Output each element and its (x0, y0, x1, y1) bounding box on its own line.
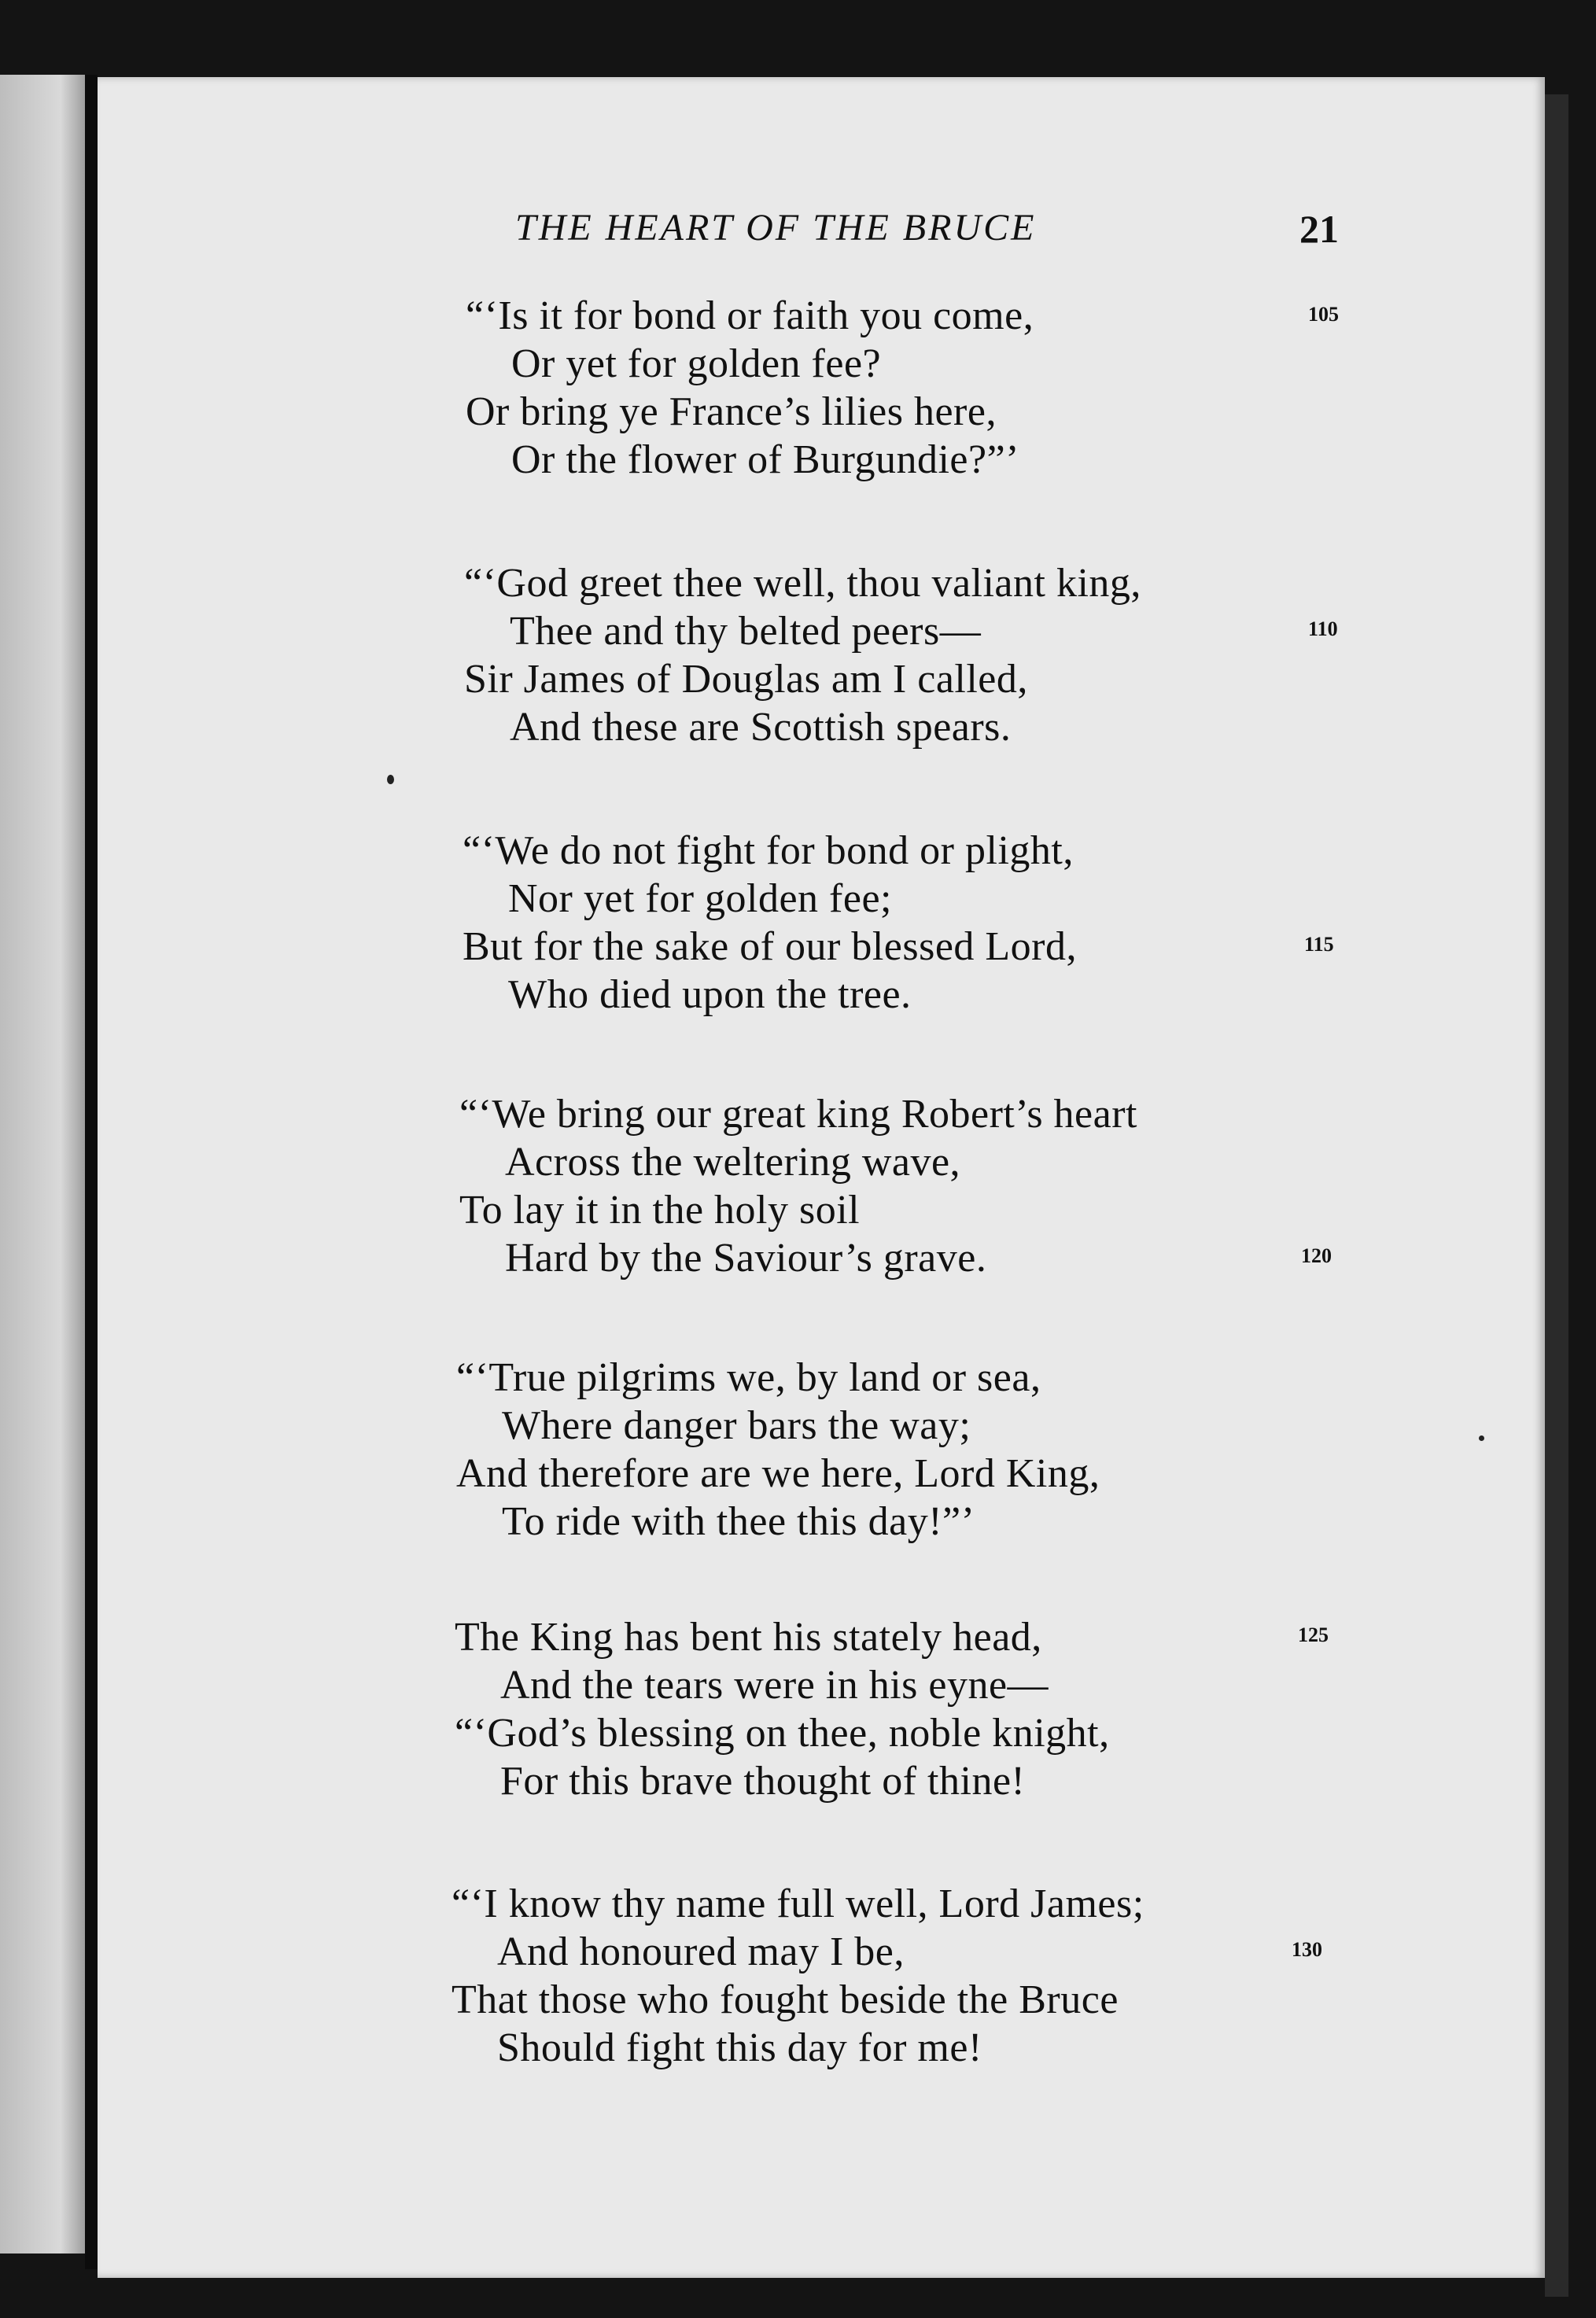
page-shadow (1545, 94, 1568, 2297)
poem-line: Across the weltering wave, (505, 1140, 961, 1185)
poem-line: Thee and thy belted peers— (510, 609, 982, 654)
poem-line: And the tears were in his eyne— (500, 1663, 1049, 1708)
poem-line: Hard by the Saviour’s grave. (505, 1236, 987, 1281)
poem-line: Or yet for golden fee? (511, 341, 882, 386)
poem-line: Where danger bars the way; (502, 1403, 971, 1448)
line-number: 115 (1304, 933, 1334, 956)
poem-line: “‘We bring our great king Robert’s heart (459, 1092, 1137, 1137)
line-number: 120 (1301, 1244, 1332, 1267)
poem-line: Sir James of Douglas am I called, (464, 657, 1028, 702)
book-gutter (85, 75, 98, 2269)
poem-line: “‘Is it for bond or faith you come, (466, 293, 1034, 338)
poem-line: Nor yet for golden fee; (508, 876, 892, 921)
poem-line: To lay it in the holy soil (459, 1188, 861, 1233)
facing-page-edge (0, 75, 87, 2254)
poem-line: “‘We do not fight for bond or plight, (463, 828, 1074, 873)
line-number: 125 (1298, 1623, 1329, 1646)
line-number: 110 (1308, 617, 1338, 640)
poem-line: And honoured may I be, (497, 1929, 905, 1974)
line-number: 105 (1308, 303, 1339, 326)
ink-speck (387, 775, 394, 784)
poem-line: “‘I know thy name full well, Lord James; (452, 1881, 1144, 1926)
poem-line: “‘True pilgrims we, by land or sea, (456, 1355, 1041, 1400)
poem-line: Who died upon the tree. (508, 972, 912, 1017)
poem-line: And these are Scottish spears. (510, 705, 1012, 750)
poem-line: But for the sake of our blessed Lord, (463, 924, 1077, 969)
poem-line: For this brave thought of thine! (500, 1759, 1026, 1804)
poem-line: To ride with thee this day!”’ (502, 1499, 975, 1544)
poem-line: Or the flower of Burgundie?”’ (511, 437, 1019, 482)
poem-line: “‘God greet thee well, thou valiant king, (464, 561, 1141, 606)
poem-line: “‘God’s blessing on thee, noble knight, (455, 1711, 1110, 1756)
poem-line: The King has bent his stately head, (455, 1615, 1042, 1660)
poem-line: That those who fought beside the Bruce (452, 1977, 1119, 2022)
ink-speck (1479, 1435, 1484, 1441)
poem-line: Should fight this day for me! (497, 2025, 982, 2070)
poem-line: And therefore are we here, Lord King, (456, 1451, 1100, 1496)
poem-line: Or bring ye France’s lilies here, (466, 389, 997, 434)
line-number: 130 (1292, 1938, 1322, 1961)
running-title: THE HEART OF THE BRUCE (515, 207, 1037, 249)
page-number: 21 (1299, 207, 1339, 251)
